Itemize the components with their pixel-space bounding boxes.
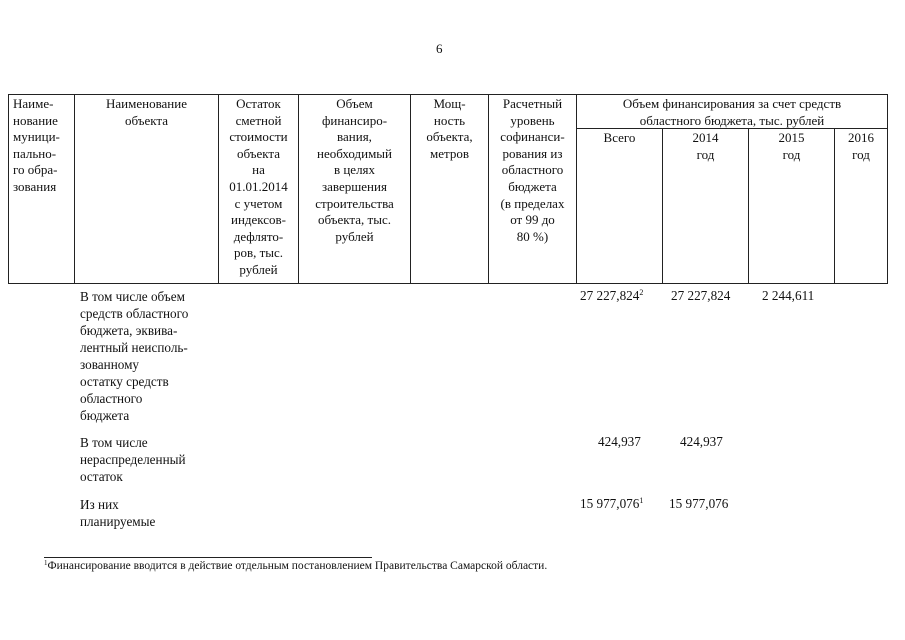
header-year-2015: 2015 год [778, 130, 805, 162]
header-remaining-cost: Остаток сметной стоимости объекта на 01.01.2014 с учетом индексов- дефлято- ров, тыс. рублей [229, 96, 288, 277]
header-municipality: Наиме- нование муници- пально- го обра- зования [13, 96, 60, 194]
row-label: В том числе объем средств областного бюджета, эквива- лентный неисполь- зованному остатку средств областного бюджета [80, 289, 189, 423]
row-total: 27 227,824$^2$ [580, 288, 644, 303]
header-capacity: Мощ- ность объекта, метров [426, 96, 473, 161]
footnote-separator [44, 557, 372, 558]
header-year-2014: 2014 год [692, 130, 719, 162]
row-label: В том числе нераспределенный остаток [80, 435, 186, 484]
header-cofinancing-level: Расчетный уровень софинанси- рования из областного бюджета (в пределах от 99 до 80 %) [500, 96, 565, 244]
row-total: 15 977,076$^1$ [580, 496, 644, 511]
row-year-2014: 27 227,824 [671, 288, 731, 303]
footnote: $^1$Финансирование вводится в действие отдельным постановлением Правительства Самарской области. [44, 559, 548, 572]
header-total: Всего [603, 130, 636, 145]
header-regional-budget-group: Объем финансирования за счет средств областного бюджета, тыс. рублей [622, 96, 842, 128]
page-number: 6 [436, 41, 443, 56]
row-label: Из них планируемые [80, 497, 156, 529]
header-financing-volume: Объем финансиро- вания, необходимый в целях завершения строительства объекта, тыс. рублей [315, 96, 394, 244]
header-year-2016: 2016 год [848, 130, 874, 162]
row-year-2014: 15 977,076 [669, 496, 729, 511]
row-total: 424,937 [598, 434, 641, 449]
row-year-2015: 2 244,611 [762, 288, 815, 303]
header-object-name: Наименование объекта [106, 96, 187, 128]
row-year-2014: 424,937 [680, 434, 723, 449]
